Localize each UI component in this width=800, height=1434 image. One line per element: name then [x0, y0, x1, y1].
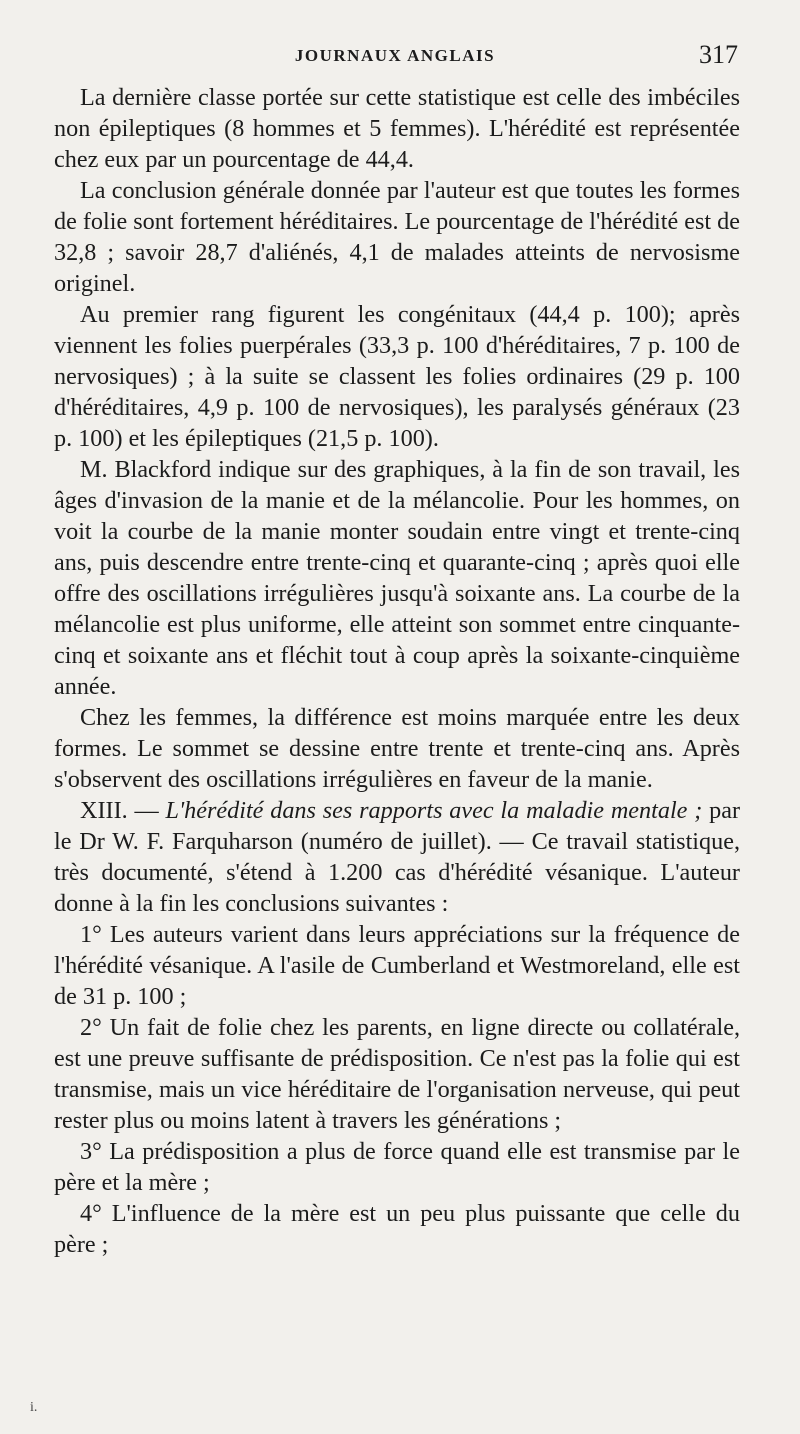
margin-mark: i. — [30, 1400, 38, 1415]
body-text — [54, 82, 740, 1260]
paragraph-conclusion-1: 1° Les auteurs varient dans leurs appréciations sur la fréquence de l'hérédité vésanique. A l'asile de Cumberland et Westmoreland, elle est de 31 p. 100 ; — [54, 921, 740, 1010]
section-text: par le Dr W. F. Farquharson (numéro de juillet). — Ce travail statistique, très documenté, s'étend à 1.200 cas d'hérédité vésanique. L'auteur donne à la fin les conclusions suivantes : — [54, 797, 740, 917]
paragraph-section-xiii — [54, 795, 740, 919]
paragraph-ranking: Au premier rang figurent les congénitaux (44,4 p. 100); après viennent les folies puerpérales (33,3 p. 100 d'héréditaires, 7 p. 100 de nervosiques) ; à la suite se classent les folies ordinaires (29 p. 100 d'héréditaires, 4,9 p. 100 de nervosiques), les paralysés généraux (23 p. 100) et les épileptiques (21,5 p. 100). — [54, 301, 740, 452]
article-title: L'hérédité dans ses rapports avec la maladie mentale ; — [165, 797, 703, 824]
paragraph-conclusion-2: 2° Un fait de folie chez les parents, en ligne directe ou collatérale, est une preuve suffisante de prédisposition. Ce n'est pas la folie qui est transmise, mais un vice héréditaire de l'organisation nerveuse, qui peut rester plus ou moins latent à travers les générations ; — [54, 1014, 740, 1134]
section-number: XIII. — — [80, 797, 166, 824]
paragraph-graphiques: M. Blackford indique sur des graphiques, à la fin de son travail, les âges d'invasion de la manie et de la mélancolie. Pour les hommes, on voit la courbe de la manie monter soudain entre vingt et trente-cinq ans, puis descendre entre trente-cinq et quarante-cinq ; après quoi elle offre des oscillations irrégulières jusqu'à soixante ans. La courbe de la mélancolie est plus uniforme, elle atteint son sommet entre cinquante-cinq et soixante ans et fléchit tout à coup après la soixante-cinquième année. — [54, 456, 740, 700]
paragraph-imbeciles: La dernière classe portée sur cette statistique est celle des imbéciles non épileptiques (8 hommes et 5 femmes). L'hérédité est représentée chez eux par un pourcentage de 44,4. — [54, 84, 740, 173]
page-number: 317 — [699, 40, 738, 69]
paragraph-conclusion: La conclusion générale donnée par l'auteur est que toutes les formes de folie sont fortement héréditaires. Le pourcentage de l'hérédité est de 32,8 ; savoir 28,7 d'aliénés, 4,1 de malades atteints de nervosisme originel. — [54, 177, 741, 297]
paragraph-femmes: Chez les femmes, la différence est moins marquée entre les deux formes. Le sommet se dessine entre trente et trente-cinq ans. Après s'observent des oscillations irrégulières en faveur de la manie. — [54, 704, 740, 793]
paragraph-conclusion-3: 3° La prédisposition a plus de force quand elle est transmise par le père et la mère ; — [54, 1138, 740, 1196]
paragraph-conclusion-4: 4° L'influence de la mère est un peu plus puissante que celle du père ; — [54, 1200, 740, 1258]
running-head — [52, 40, 738, 80]
running-title: JOURNAUX ANGLAIS — [294, 46, 496, 65]
